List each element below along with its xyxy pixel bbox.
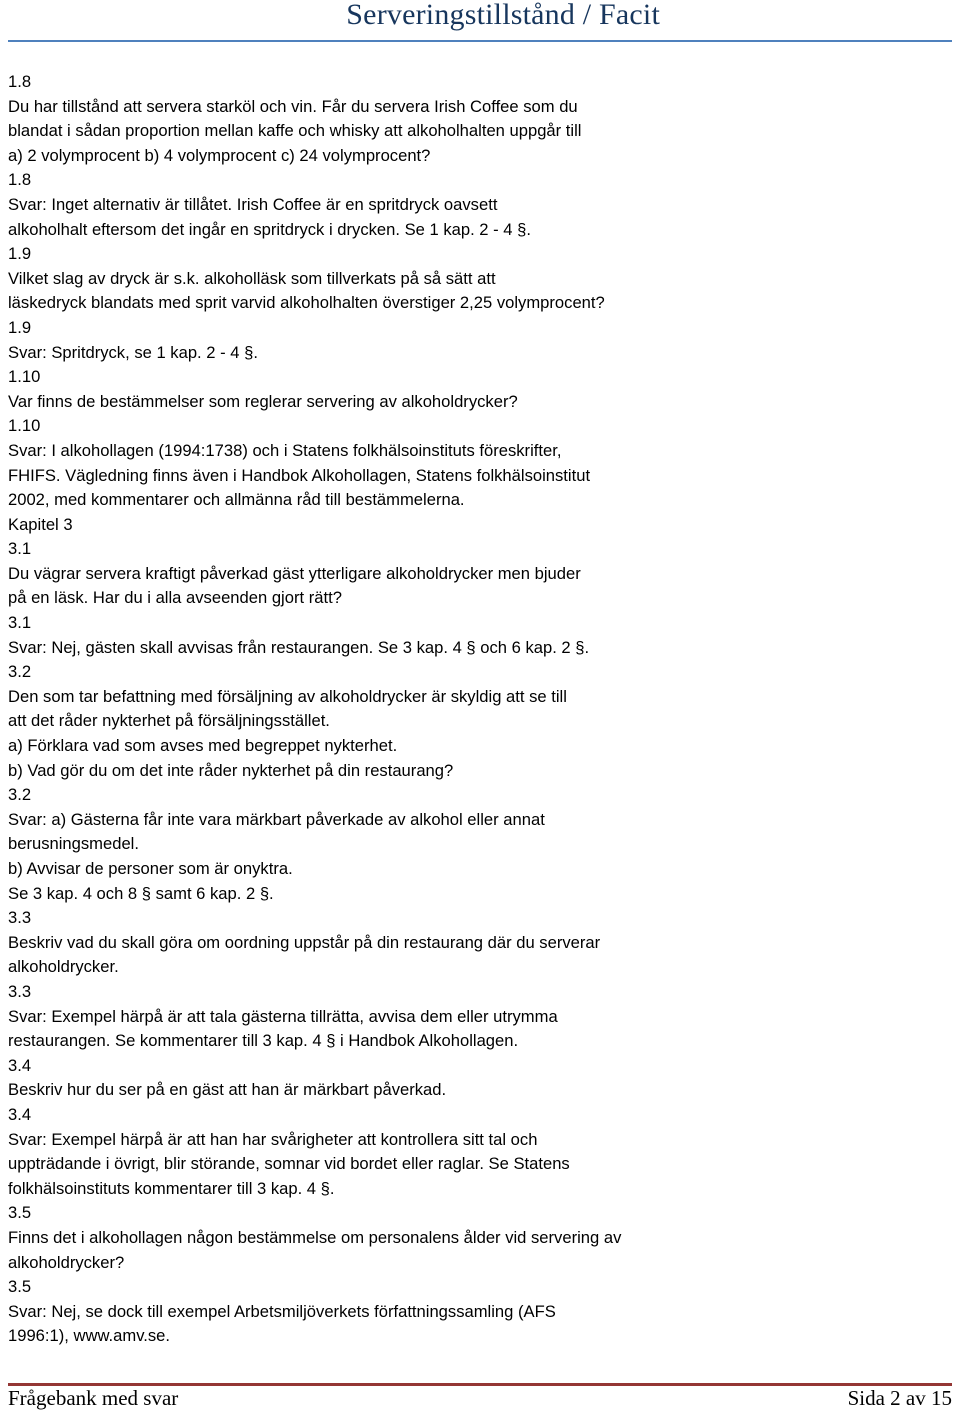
text-line: 1.8 [8,72,32,91]
text-line: Se 3 kap. 4 och 8 § samt 6 kap. 2 §. [8,883,274,903]
footer-label: Frågebank med svar [8,1386,179,1410]
text-line: alkoholhalt eftersom det ingår en spritdryck i drycken. Se 1 kap. 2 - 4 §. [8,219,531,239]
text-line: uppträdande i övrigt, blir störande, somnar vid bordet eller raglar. Se Statens [8,1154,570,1174]
text-line: a) 2 volymprocent b) 4 volymprocent c) 24 volymprocent? [8,145,431,165]
text-line: 3.3 [8,908,32,928]
text-line: Kapitel 3 [8,514,73,534]
text-line: 3.2 [8,662,32,682]
text-line: 1.10 [8,416,41,436]
text-line: Finns det i alkohollagen någon bestämmelse om personalens ålder vid servering av [8,1227,622,1247]
text-line: 3.5 [8,1203,32,1223]
document-body [8,70,952,1349]
text-line: alkoholdrycker? [8,1252,125,1272]
text-line: 3.4 [8,1055,32,1075]
text-line: 3.5 [8,1277,32,1297]
header-divider [8,40,952,42]
text-line: Svar: Spritdryck, se 1 kap. 2 - 4 §. [8,342,258,362]
text-line: på en läsk. Har du i alla avseenden gjort rätt? [8,588,342,608]
text-line: 3.2 [8,785,32,805]
text-line: Du har tillstånd att servera starköl och vin. Får du servera Irish Coffee som du [8,96,578,116]
text-line: Svar: I alkohollagen (1994:1738) och i Statens folkhälsoinstituts föreskrifter, [8,440,562,460]
text-line: 1996:1), www.amv.se. [8,1326,171,1346]
text-line: blandat i sådan proportion mellan kaffe och whisky att alkoholhalten uppgår till [8,121,582,141]
page-number: Sida 2 av 15 [847,1386,952,1410]
text-line: att det råder nykterhet på försäljningsstället. [8,711,330,731]
text-line: 3.3 [8,981,32,1001]
text-line: Vilket slag av dryck är s.k. alkoholläsk som tillverkats på så sätt att [8,268,496,288]
text-line: 1.9 [8,244,32,264]
text-line: Du vägrar servera kraftigt påverkad gäst ytterligare alkoholdrycker men bjuder [8,563,581,583]
text-line: Var finns de bestämmelser som reglerar servering av alkoholdrycker? [8,391,518,411]
text-line: Svar: Exempel härpå är att tala gästerna tillrätta, avvisa dem eller utrymma [8,1006,558,1026]
text-line: läskedryck blandats med sprit varvid alkoholhalten överstiger 2,25 volymprocent? [8,293,605,313]
text-line: Svar: a) Gästerna får inte vara märkbart påverkade av alkohol eller annat [8,809,545,829]
text-line: Svar: Nej, se dock till exempel Arbetsmiljöverkets författningssamling (AFS [8,1301,556,1321]
document-title: Serveringstillstånd / Facit [346,0,660,31]
text-line: Den som tar befattning med försäljning av alkoholdrycker är skyldig att se till [8,686,567,706]
text-line: a) Förklara vad som avses med begreppet nykterhet. [8,736,398,756]
text-line: 1.9 [8,317,32,337]
text-line: Svar: Inget alternativ är tillåtet. Irish Coffee är en spritdryck oavsett [8,194,498,214]
text-line: 3.4 [8,1104,32,1124]
text-line: Beskriv hur du ser på en gäst att han är märkbart påverkad. [8,1080,447,1100]
text-line: 3.1 [8,613,32,633]
text-line: alkoholdrycker. [8,957,119,977]
text-line: Svar: Nej, gästen skall avvisas från restaurangen. Se 3 kap. 4 § och 6 kap. 2 §. [8,637,590,657]
text-line: FHIFS. Vägledning finns även i Handbok Alkohollagen, Statens folkhälsoinstitut [8,465,591,485]
text-line: Beskriv vad du skall göra om oordning uppstår på din restaurang där du serverar [8,932,601,952]
text-line: restaurangen. Se kommentarer till 3 kap. 4 § i Handbok Alkohollagen. [8,1031,519,1051]
text-line: berusningsmedel. [8,834,139,854]
text-line: 3.1 [8,539,32,559]
text-line: Svar: Exempel härpå är att han har svårigheter att kontrollera sitt tal och [8,1129,538,1149]
text-line: b) Avvisar de personer som är onyktra. [8,859,293,878]
text-line: 2002, med kommentarer och allmänna råd till bestämmelerna. [8,490,465,510]
text-line: folkhälsoinstituts kommentarer till 3 kap. 4 §. [8,1178,335,1198]
text-line: 1.10 [8,367,41,387]
text-line: b) Vad gör du om det inte råder nykterhet på din restaurang? [8,760,454,780]
text-line: 1.8 [8,170,32,190]
